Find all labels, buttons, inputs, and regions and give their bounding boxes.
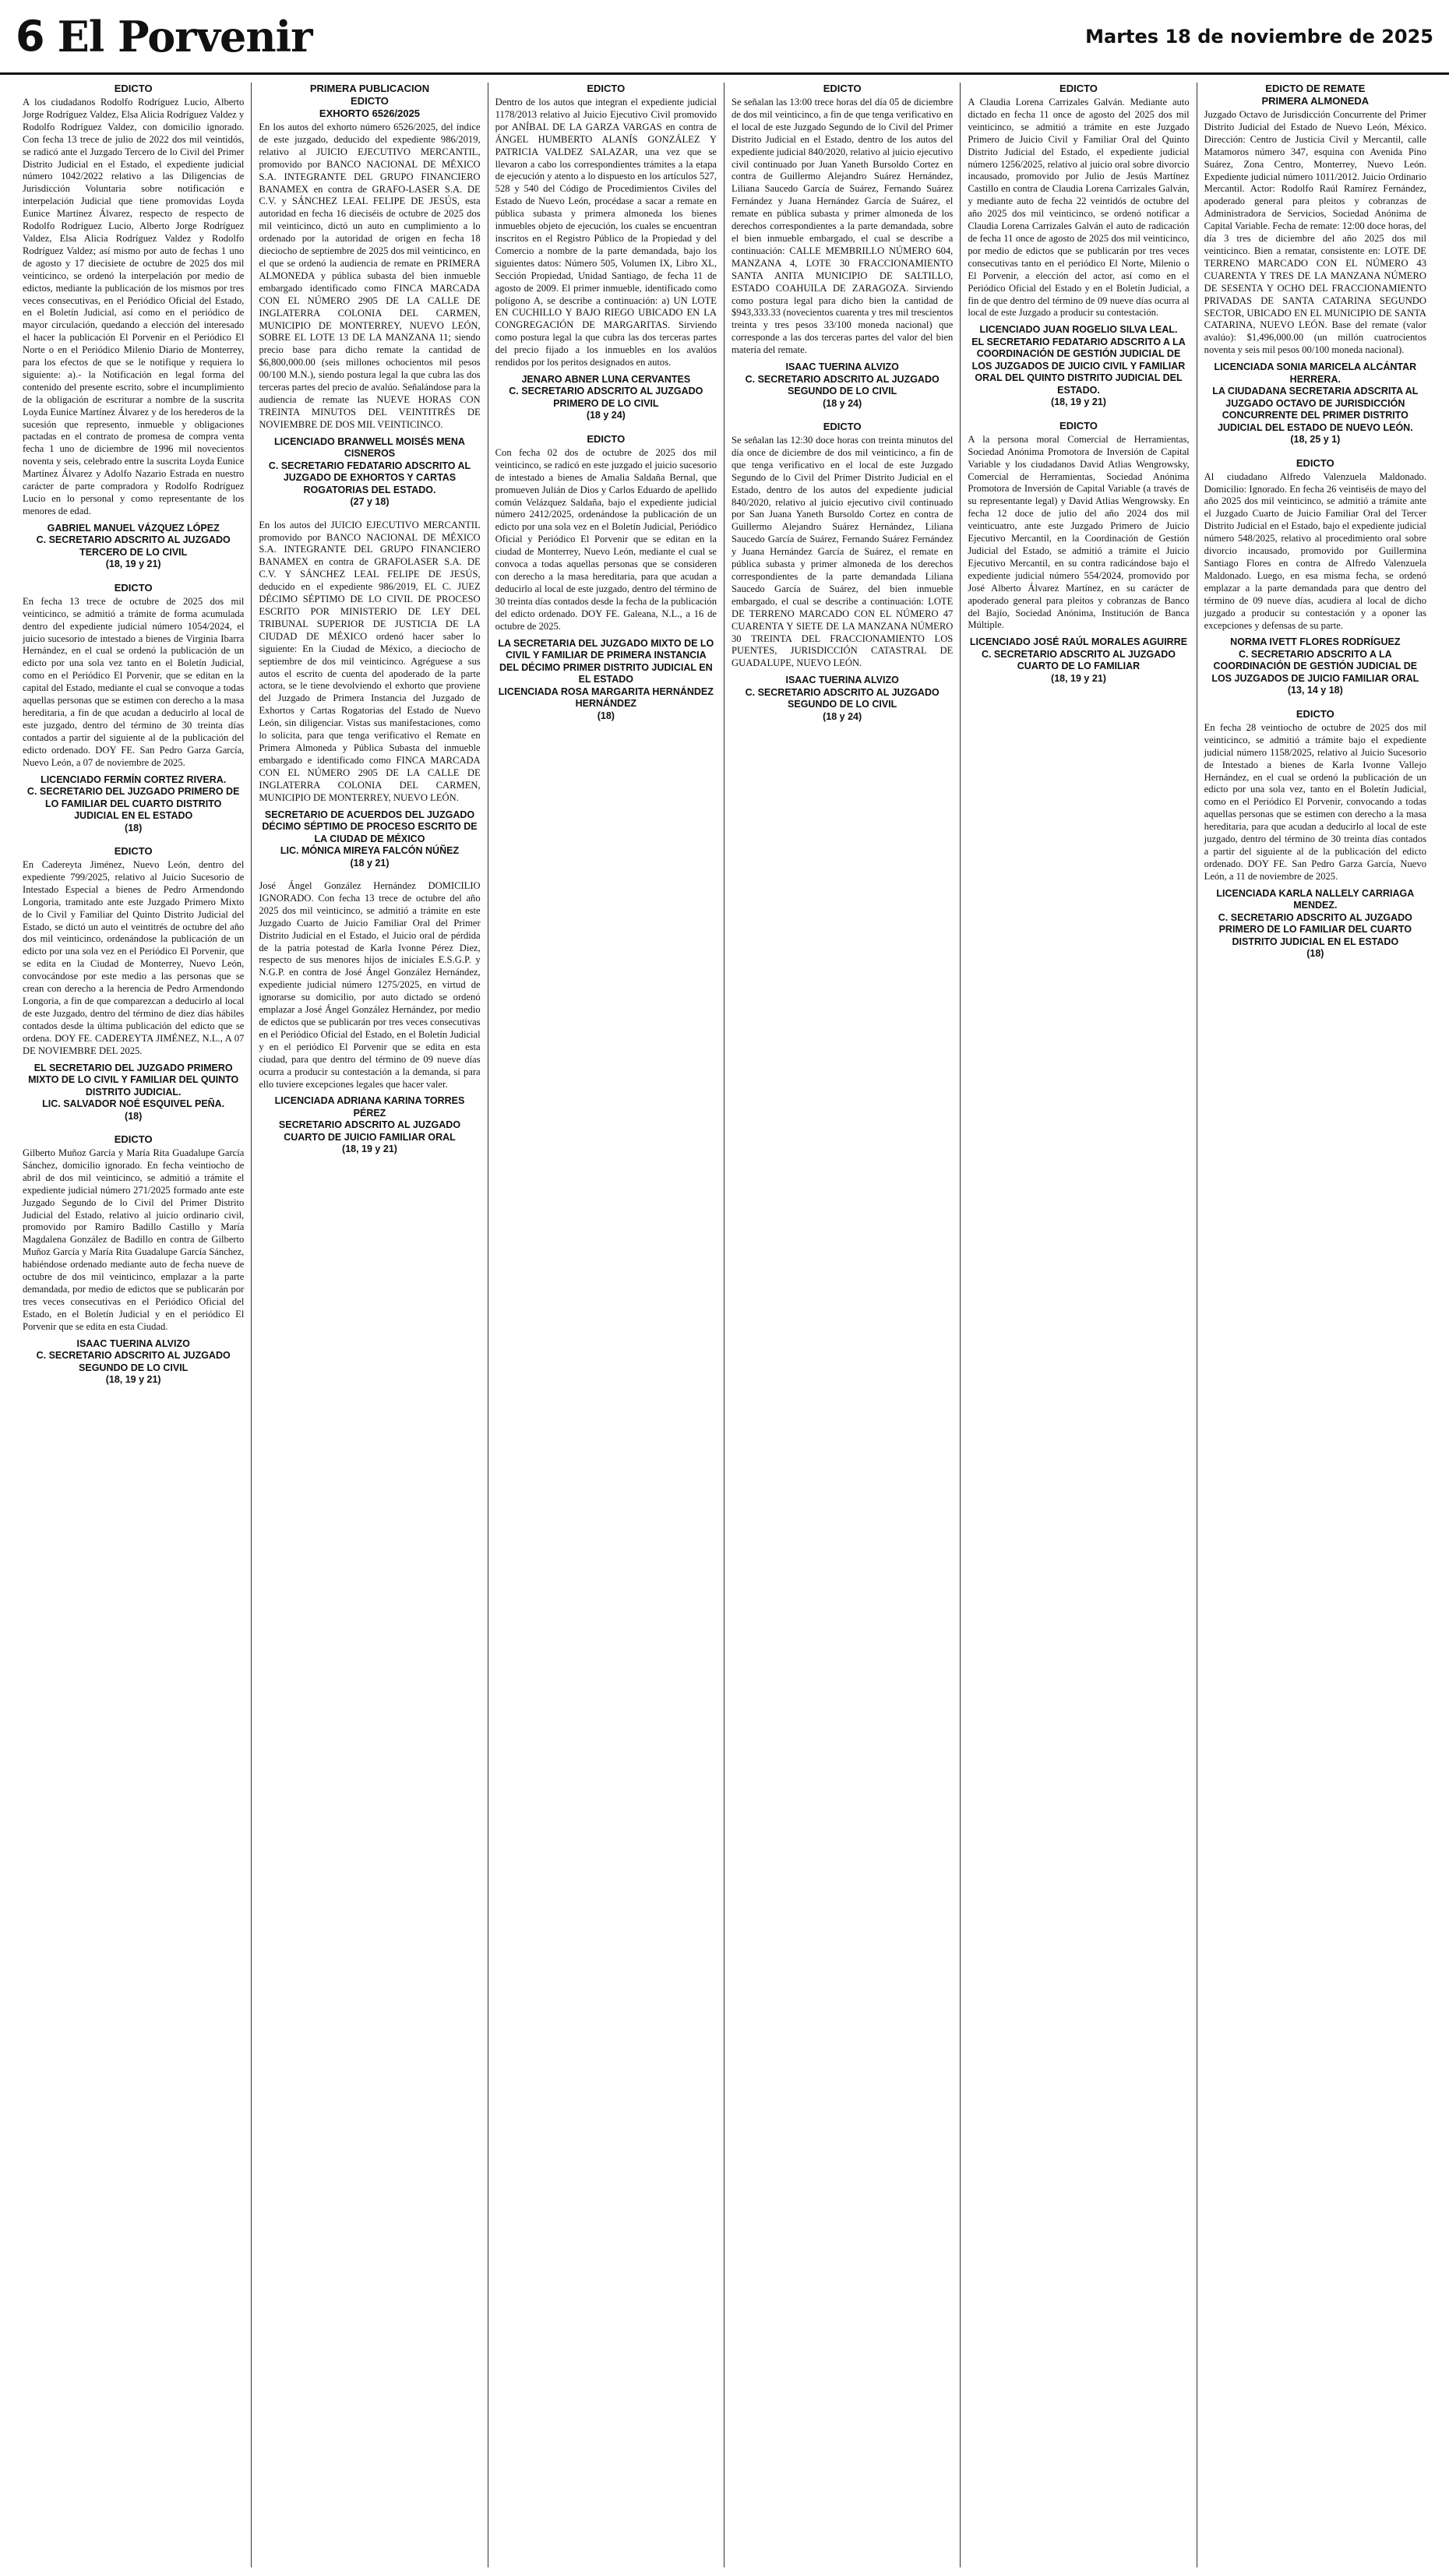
notice-body: Gilberto Muñoz García y María Rita Guadalupe García Sánchez, domicilio ignorado. En fecha veintiocho de abril de dos mil veinticinco, se admitió a trámite el expediente judicial número 271/2025 formado ante este Juzgado Segundo de lo Civil del Primer Distrito Judicial del Estado, relativo al juicio ordinario civil, promovido por Ramiro Badillo Castillo y María Magdalena González de Badillo en contra de Gilberto Muñoz García y María Rita Guadalupe García Sánchez, habiéndose ordenado mediante auto de fecha nueve de octubre de dos mil veinticinco, emplazar a la parte demandada, por medio de edictos que se publicarán por tres veces consecutivas en el Periódico Oficial del Estado, en el Boletín Judicial y en el periódico El Porvenir que se edita en esta Ciudad. <box>23 1147 245 1332</box>
notice-heading: EDICTO <box>1059 83 1098 94</box>
notice-body: En los autos del exhorto número 6526/2025, del índice de este juzgado, deducido del expediente 986/2019, relativo al JUICIO EJECUTIVO MERCANTIL, promovido por BANCO NACIONAL DE MÉXICO S.A. INTEGRANTE DEL GRUPO FINANCIERO BANAMEX en contra de GRAFO-LASER S.A. DE C.V. y SÁNCHEZ LEAL FELIPE DE JESÚS, esta autoridad en fecha 16 dieciséis de octubre de 2025 dos mil veinticinco, dictó un auto en cumplimiento a lo ordenado por la autoridad de origen en fecha 18 dieciocho de septiembre de 2025 dos mil veinticinco, en el que se ordenó la audiencia de remate en PRIMERA ALMONEDA y pública subasta del bien inmueble embargado identificado como FINCA MARCADA CON EL NÚMERO 2905 DE LA CALLE DE INGLATERRA COLONIA DEL CARMEN, MUNICIPIO DE MONTERREY, NUEVO LEÓN, SOBRE EL LOTE 13 DE LA MANZANA 11; siendo precio base para dicho remate la cantidad de $6,800,000.00 (seis millones ochocientos mil pesos 00/100 M.N.), siendo postura legal la que cubra las dos terceras partes del precio de avalúo. Señalándose para la audiencia de remate las NUEVE HORAS CON TREINTA MINUTOS DEL VEINTITRÉS DE NOVIEMBRE DE DOS MIL VEINTICINCO. <box>259 122 481 430</box>
notice-heading: EDICTO <box>823 83 862 94</box>
legal-notice <box>259 520 480 869</box>
publication-dates: (18, 25 y 1) <box>1290 434 1341 446</box>
notice-body: Juzgado Octavo de Jurisdicción Concurrente del Primer Distrito Judicial del Estado de Nuevo León, México. Dirección: Centro de Justicia Civil y Mercantil, calle Matamoros número 347, esquina con Avenida Pino Suárez, Zona Centro, Monterrey, Nuevo León. Expediente judicial número 1011/2012. Juicio Ordinario Mercantil. Actor: Rodolfo Raúl Ramírez Fernández, apoderado general para pleitos y cobranzas de Administradora de Servicios, Sociedad Anónima de Capital Variable. Fecha de remate: 12:00 doce horas, del día 3 tres de diciembre del año 2025 dos mil veinticinco. Bien a rematar, consistente en: LOTE DE TERRENO MARCADO CON EL NÚMERO 43 CUARENTA Y TRES DE LA MANZANA NÚMERO DE SESENTA Y OCHO DEL FRACCIONAMIENTO PRIVADAS DE SANTA CATARINA SEGUNDO SECTOR, UBICADO EN EL MUNICIPIO DE SANTA CATARINA, NUEVO LEÓN. Base del remate (valor avalúo): $1,496,000.00 (un millón cuatrocientos noventa y seis mil pesos 00/100 moneda nacional). <box>1204 109 1426 356</box>
publication-dates: (18, 19 y 21) <box>105 559 161 570</box>
publication-dates: (18, 19 y 21) <box>1051 672 1106 684</box>
page-number: 6 <box>16 11 45 61</box>
notice-heading: EDICTO <box>1059 419 1098 432</box>
notice-body: En los autos del JUICIO EJECUTIVO MERCANTIL promovido por BANCO NACIONAL DE MÉXICO S.A. INTEGRANTE DEL GRUPO FINANCIERO BANAMEX en contra de GRAFOLASER S.A. DE C.V. Y SÁNCHEZ LEAL FELIPE DE JESÚS, deducido en el expediente 986/2019, EL C. JUEZ DÉCIMO SÉPTIMO DE LO CIVIL DE PROCESO ESCRITO POR MINISTERIO DE LEY DEL TRIBUNAL SUPERIOR DE JUSTICIA DE LA CIUDAD DE MÉXICO ordenó hacer saber lo siguiente: En la Ciudad de México, a dieciocho de septiembre de dos mil veinticinco. Agréguese a sus autos el escrito de cuenta del apoderado de la parte actora, se le tiene devolviendo el exhorto que proviene del Juzgado de Primera Instancia del Juzgado de Exhortos y Cartas Rogatorias del Estado de Nuevo León, sin diligenciar. Vistas sus manifestaciones, como lo solicita, para que tenga verificativo el Remate en Primera Almoneda y Pública Subasta del inmueble embargado e identificado como FINCA MARCADA CON EL NÚMERO 2905 DE LA CALLE DE INGLATERRA COLONIA DEL CARMEN, MUNICIPIO DE MONTERREY, NUEVO LEÓN. <box>259 519 481 803</box>
legal-notice <box>259 880 480 1156</box>
publication-dates: (18, 19 y 21) <box>342 1144 397 1155</box>
notice-heading: EDICTO <box>1296 456 1334 469</box>
legal-notice <box>23 83 244 571</box>
notice-signature: JENARO ABNER LUNA CERVANTES C. SECRETARIO ADSCRITO AL JUZGADO PRIMERO DE LO CIVIL <box>509 373 703 409</box>
legal-notice <box>495 433 717 722</box>
notice-signature: LICENCIADA KARLA NALLELY CARRIAGA MENDEZ. C. SECRETARIO ADSCRITO AL JUZGADO PRIMERO DE LO FAMILIAR DEL CUARTO DISTRITO JUDICIAL EN EL ESTADO <box>1216 887 1415 947</box>
notice-heading: EDICTO <box>1296 707 1334 720</box>
notice-signature: LICENCIADA SONIA MARICELA ALCÁNTAR HERRERA. LA CIUDADANA SECRETARIA ADSCRITA AL JUZGADO OCTAVO DE JURISDICCIÓN CONCURRENTE DEL PRIMER DISTRITO JUDICIAL DEL ESTADO DE NUEVO LEÓN. <box>1212 361 1419 433</box>
notice-signature: SECRETARIO DE ACUERDOS DEL JUZGADO DÉCIMO SÉPTIMO DE PROCESO ESCRITO DE LA CIUDAD DE MÉXICO LIC. MÓNICA MIREYA FALCÓN NÚÑEZ <box>262 809 478 856</box>
column-6 <box>1197 83 1433 2567</box>
notice-signature: LICENCIADA ADRIANA KARINA TORRES PÉREZ SECRETARIO ADSCRITO AL JUZGADO CUARTO DE JUICIO FAMILIAR ORAL <box>274 1095 465 1143</box>
notice-body: José Ángel González Hernández DOMICILIO IGNORADO. Con fecha 13 trece de octubre del año 2025 dos mil veinticinco, se admitió a trámite en este Juzgado Cuarto de Juicio Familiar Oral del Primer Distrito Judicial en el Estado, el Juicio oral de pérdida de la patria potestad de Karla Ivonne Pérez Diez, respecto de sus menores hijos de iniciales E.S.G.P. y N.G.P. en contra de José Ángel González Hernández, expediente judicial número 1275/2025, en virtud de ignorarse su domicilio, por auto dictado se ordenó emplazar a José Ángel González Hernández, por medio de edictos que se publicarán por tres veces consecutivas en el Periódico Oficial del Estado, en el Boletín Judicial y en el periódico El Porvenir que se edita en esta ciudad, para que dentro del término de 09 nueve días ocurra a producir su contestación a la demanda, si para ello tuviere excepciones legales que hacer valer. <box>259 880 481 1090</box>
notice-heading: EDICTO <box>823 421 862 433</box>
publication-dates: (27 y 18) <box>350 496 390 508</box>
notice-signature: LICENCIADO FERMÍN CORTEZ RIVERA. C. SECRETARIO DEL JUZGADO PRIMERO DE LO FAMILIAR DEL CUARTO DISTRITO JUDICIAL EN EL ESTADO <box>26 774 240 821</box>
legal-notice <box>23 1133 244 1387</box>
notice-signature: NORMA IVETT FLORES RODRÍGUEZ C. SECRETARIO ADSCRITO A LA COORDINACIÓN DE GESTIÓN JUDICIAL DE LOS JUZGADOS DE JUICIO FAMILIAR ORAL <box>1211 636 1419 684</box>
publication-dates: (18) <box>1306 948 1324 960</box>
notice-heading: EDICTO <box>587 432 626 445</box>
notice-heading: EDICTO <box>114 1133 153 1145</box>
notice-body: En Cadereyta Jiménez, Nuevo León, dentro del expediente 799/2025, relativo al Juicio Sucesorio de Intestado Especial a bienes de Pedro Armendondo Longoria, tramitado ante este Juzgado Primero Mixto de lo Civil y Familiar del Quinto Distrito Judicial del Estado, se dictó un auto el veintitrés de octubre del año dos mil veinticinco, ordenándose la publicación de un edicto por una sola vez en el Periódico El Porvenir, que se edita en la Ciudad de Monterrey, Nuevo León, convocándose por este medio a las personas que se crean con derecho a la herencia de Pedro Armendondo Longoria, a fin de que comparezcan a deducirlo al local de este Juzgado, dentro del término de diez días hábiles contados desde la última publicación del edicto que se ordena. DOY FE. CADEREYTA JIMÉNEZ, N.L., A 07 DE NOVIEMBRE DEL 2025. <box>23 859 245 1056</box>
notice-body: Se señalan las 13:00 trece horas del día 05 de diciembre de dos mil veinticinco, a fin de que tenga verificativo en el local de este Juzgado Segundo de lo Civil del Primer Distrito Judicial en el Estado, dentro de los autos del expediente judicial 840/2020, relativo al juicio ejecutivo civil continuado por Juan Yaneth Bursoldo Cortez en contra de Guillermo Alejandro Suárez Hernández, Liliana Saucedo García de Suárez, Fernando Suárez Fernández y Juana Hernández García de Suárez, el remate en pública subasta y primer almoneda de los derechos correspondientes a la parte demandada, sobre el bien inmueble embargado, el cual se describe a continuación: CALLE MEMBRILLO NÚMERO 604, MANZANA 4, LOTE 30 FRACCIONAMIENTO SANTA ANITA MUNICIPIO DE SALTILLO, ESTADO COAHUILA DE ZARAGOZA. Sirviendo como postura legal para dicho bien la cantidad de $943,333.33 (novecientos cuarenta y tres mil trescientos treinta y tres pesos 33/100 moneda nacional) que corresponde a las dos terceras partes del valor del bien materia del remate. <box>732 97 954 356</box>
legal-notices-columns <box>16 83 1433 2567</box>
notice-signature: LICENCIADO JUAN ROGELIO SILVA LEAL. EL SECRETARIO FEDATARIO ADSCRITO A LA COORDINACIÓN DE GESTIÓN JUDICIAL DE LOS JUZGADOS DE JUICIO CIVIL Y FAMILIAR ORAL DEL QUINTO DISTRITO JUDICIAL DEL ESTADO. <box>971 324 1186 396</box>
publication-dates: (18) <box>125 1110 143 1122</box>
notice-heading: EDICTO <box>114 83 153 94</box>
notice-heading: EDICTO <box>114 581 153 594</box>
notice-body: A Claudia Lorena Carrizales Galván. Mediante auto dictado en fecha 11 once de agosto del 2025 dos mil veinticinco, se admitió a trámite en este Juzgado Primero de Juicio Civil y Familiar Oral del Quinto Distrito Judicial del Estado, el expediente judicial número 1256/2025, relativo al juicio oral sobre divorcio incausado, promovido por Julio de Jesús Martínez Castillo en contra de Claudia Lorena Carrizales Galván, y mediante auto de fecha 22 veintidós de octubre del año 2025 dos mil veinticinco, se ordenó notificar a Claudia Lorena Carrizales Galván el auto de radicación de fecha 11 once de agosto de 2025 dos mil veinticinco, por medio de edictos que se publicarán por tres veces consecutivas tanto en el periódico El Norte, Milenio o El Porvenir, a elección del actor, así como en el Periódico Oficial del Estado y en el Boletín Judicial, a fin de que dentro del término de 09 nueve días ocurra al local de este Juzgado a producir su contestación. <box>968 97 1190 319</box>
notice-signature: ISAAC TUERINA ALVIZO C. SECRETARIO ADSCRITO AL JUZGADO SEGUNDO DE LO CIVIL <box>36 1337 231 1373</box>
newspaper-name: El Porvenir <box>57 11 312 62</box>
notice-body: A la persona moral Comercial de Herramientas, Sociedad Anónima Promotora de Inversión de Capital Variable y los ciudadanos David Atlias Wengrowsky, Comercial de Herramientas, Sociedad Anónima Promotora de Inversión de Capital Variable (a través de su representante legal) y David Atlias Wengrowsky. En fecha 12 doce de julio del año 2024 dos mil veinticuatro, ante este Juzgado Primero de Juicio Ejecutivo Mercantil, en la Coordinación de Gestión Judicial del Estado, se admitió a trámite el Juicio Ejecutivo Mercantil, en su contra radicándose bajo el expediente judicial número 554/2024, promovido por José Alberto Álvarez Martínez, en su carácter de apoderado general para pleitos y cobranzas de Banco del Bajío, Sociedad Anónima, Institución de Banca Múltiple. <box>968 433 1190 631</box>
masthead <box>0 0 1449 75</box>
legal-notice <box>23 582 244 834</box>
legal-notice <box>1204 457 1426 697</box>
publication-dates: (18) <box>597 710 615 721</box>
publication-dates: (13, 14 y 18) <box>1287 685 1343 696</box>
publication-dates: (18, 19 y 21) <box>105 1374 161 1386</box>
notice-heading: EDICTO DE REMATE PRIMERA ALMONEDA <box>1261 83 1370 107</box>
legal-notice <box>23 845 244 1122</box>
publication-dates: (18) <box>125 822 143 833</box>
legal-notice <box>259 83 480 509</box>
legal-notice <box>968 83 1189 409</box>
notice-body: Al ciudadano Alfredo Valenzuela Maldonado. Domicilio: Ignorado. En fecha 26 veintiséis de mayo del año 2025 dos mil veinticinco, se admitió a trámite ante el Juzgado Cuarto de Juicio Familiar Oral del Tercer Distrito Judicial en el Estado, bajo el expediente judicial número 548/2025, relativo al procedimiento oral sobre divorcio incausado, promovido por Guillermina Santiago Flores en contra de Alfredo Valenzuela Maldonado. Luego, en esa misma fecha, se ordenó emplazar a la parte demandada para que dentro del término de 09 nueve días, acudiera al local de dicho juzgado a producir su contestación y a oponer las excepciones y defensas de su parte. <box>1204 470 1426 631</box>
column-5 <box>961 83 1197 2567</box>
notice-heading: PRIMERA PUBLICACION EDICTO EXHORTO 6526/2025 <box>309 83 430 119</box>
publication-dates: (18 y 21) <box>350 857 390 869</box>
notice-signature: ISAAC TUERINA ALVIZO C. SECRETARIO ADSCRITO AL JUZGADO SEGUNDO DE LO CIVIL <box>745 361 940 397</box>
legal-notice <box>495 83 717 422</box>
notice-signature: LA SECRETARIA DEL JUZGADO MIXTO DE LO CIVIL Y FAMILIAR DE PRIMERA INSTANCIA DEL DÉCIMO PRIMER DISTRITO JUDICIAL EN EL ESTADO LICENCIADA ROSA MARGARITA HERNÁNDEZ HERNÁNDEZ <box>498 637 714 710</box>
issue-date: Martes 18 de noviembre de 2025 <box>1085 25 1433 48</box>
legal-notice <box>1204 708 1426 960</box>
notice-body: En fecha 13 trece de octubre de 2025 dos mil veinticinco, se admitió a trámite de forma acumulada dentro del expediente judicial número 1054/2024, el juicio sucesorio de intestado a bienes de Virginia Ibarra Hernández, en el cual se ordenó la publicación de un edicto por una sola vez tanto en el Boletín Judicial, como en el Periódico El Porvenir, que se editan en la capital del Estado, mediante el cual se convoque a todas aquellas personas que se estimen con derecho a la masa hereditaria, a fin de que acudan a deducirlo al local de este juzgado, dentro del término de 30 treinta días contados a partir del siguiente al de la publicación del edicto ordenado. DOY FE. San Pedro Garza García, Nuevo León, a 07 de noviembre de 2025. <box>23 595 245 768</box>
legal-notice <box>1204 83 1426 446</box>
notice-signature: ISAAC TUERINA ALVIZO C. SECRETARIO ADSCRITO AL JUZGADO SEGUNDO DE LO CIVIL <box>745 675 940 710</box>
notice-signature: EL SECRETARIO DEL JUZGADO PRIMERO MIXTO DE LO CIVIL Y FAMILIAR DEL QUINTO DISTRITO JUDICIAL. LIC. SALVADOR NOÉ ESQUIVEL PEÑA. <box>28 1062 239 1109</box>
column-4 <box>724 83 961 2567</box>
notice-signature: LICENCIADO JOSÉ RAÚL MORALES AGUIRRE C. SECRETARIO ADSCRITO AL JUZGADO CUARTO DE LO FAMILIAR <box>969 636 1188 672</box>
column-2 <box>252 83 488 2567</box>
publication-dates: (18, 19 y 21) <box>1051 396 1106 408</box>
notice-signature: GABRIEL MANUEL VÁZQUEZ LÓPEZ C. SECRETARIO ADSCRITO AL JUZGADO TERCERO DE LO CIVIL <box>36 522 231 558</box>
publication-dates: (18 y 24) <box>586 410 626 421</box>
legal-notice <box>968 420 1189 685</box>
notice-body: Con fecha 02 dos de octubre de 2025 dos mil veinticinco, se radicó en este juzgado el juicio sucesorio de intestado a bienes de Amalia Saldaña Bernal, que promueven Julián de Dios y Carlos Eduardo de apellido común Velázquez Saldaña, bajo el expediente judicial número 2412/2025, ordenándose la publicación de un edicto por una sola vez en el Boletín Judicial, Periódico Oficial y Periódico El Porvenir que se editan en la ciudad de Monterrey, Nuevo León, mediante el cual se convoca a todas aquellas personas que se consideren con derecho a la masa hereditaria, para que acudan a deducirlo al local de este juzgado, dentro del término de 30 treinta días contados desde la fecha de la publicación del edicto ordenado. DOY FE. Galeana, N.L., a 16 de octubre de 2025. <box>495 446 717 632</box>
publication-dates: (18 y 24) <box>823 397 862 409</box>
notice-body: Se señalan las 12:30 doce horas con treinta minutos del día once de diciembre de dos mil veinticinco, a fin de que tenga verificativo en el local de este Juzgado Segundo de lo Civil del Primer Distrito Judicial en el Estado, dentro de los autos del expediente judicial 840/2020, relativo al juicio ejecutivo civil continuado por San Juana Yaneth Bursoldo Cortez en contra de Guillermo Alejandro Suárez Hernández, Liliana Saucedo García de Suárez, Fernando Suárez Fernández y Juana Hernández García de Suárez, el remate en pública subasta y primer almoneda de los derechos correspondientes de la parte demandada Liliana Saucedo García de Suárez, del bien inmueble embargado, el cual se describe a continuación: LOTE DE TERRENO MARCADO CON EL NÚMERO 47 CUARENTA Y SIETE DE LA MANZANA NÚMERO 30 TREINTA DEL FRACCIONAMIENTO LOS PUENTES, JURISDICCIÓN CATASTRAL DE GUADALUPE, NUEVO LEÓN. <box>732 435 954 669</box>
notice-body: Dentro de los autos que integran el expediente judicial 1178/2013 relativo al Juicio Ejecutivo Civil promovido por ANÍBAL DE LA GARZA VARGAS en contra de ÁNGEL HUMBERTO ALANÍS GONZÁLEZ Y PATRICIA VALDEZ SALAZAR, una vez que se llevaron a cabo los correspondientes trámites a la etapa de ejecución y atento a lo dispuesto en los artículos 527, 528 y 540 del Código de Procedimientos Civiles del Estado de Nuevo León, procédase a sacar a remate en pública subasta y primera almoneda los bienes inmuebles objeto de ejecución, los cuales se encuentran inscritos en el Registro Público de la Propiedad y del Comercio a nombre de la parte demandada, bajo los siguientes datos: Número 505, Volumen IX, Libro XL, Sección Propiedad, Unidad Santiago, de fecha 11 de agosto de 2009. El primer inmueble, identificado como polígono A, se describe a continuación: a) UN LOTE EN CUCHILLO Y BAJO RIEGO UBICADO EN LA CONGREGACIÓN DE MARGARITAS. Sirviendo como postura legal la que cubra las dos terceras partes del precio fijado a los inmuebles en los avalúos rendidos por los peritos designados en autos. <box>495 97 717 368</box>
column-3 <box>488 83 724 2567</box>
publication-dates: (18 y 24) <box>823 710 862 722</box>
notice-heading: EDICTO <box>114 845 153 857</box>
legal-notice <box>732 83 953 410</box>
legal-notice <box>732 421 953 723</box>
notice-heading: EDICTO <box>587 83 626 94</box>
column-1 <box>16 83 252 2567</box>
notice-signature: LICENCIADO BRANWELL MOISÉS MENA CISNEROS C. SECRETARIO FEDATARIO ADSCRITO AL JUZGADO DE EXHORTOS Y CARTAS ROGATORIAS DEL ESTADO. <box>268 435 471 495</box>
notice-body: A los ciudadanos Rodolfo Rodríguez Lucio, Alberto Jorge Rodríguez Valdez, Elsa Alicia Rodríguez Valdez y Rodolfo Rodríguez Valdez, con domicilio ignorado. Con fecha 13 trece de julio de 2022 dos mil veintidós, se radicó ante el Juzgado Tercero de lo Civil del Primer Distrito Judicial en el Estado, el expediente judicial número 1042/2022 relativo a las Diligencias de Jurisdicción Voluntaria sobre notificación e interpelación Judicial que tiene promovidas Loyda Eunice Martínez Álvarez, respecto de respecto de Rodolfo Rodríguez Lucio, Alberto Jorge Rodríguez Valdez, Elsa Alicia Rodríguez Valdez y Rodolfo Rodríguez Valdez; así mismo por auto de fechas 1 uno de agosto y 17 diecisiete de octubre de 2025 dos mil veinticinco, se ordenó la interpelación por medio de edictos, mediante la publicación de los mismos por tres veces consecutivas, en el Periódico Oficial del Estado, en el Boletín Judicial, así como en el periódico de mayor circulación, quedando a elección del interesado el hacer la publicación El Porvenir en el Periódico El Norte o en el Periódico Milenio Diario de Monterrey, para los efectos de que se le notifique y requiera lo siguiente: a).- la Notificación en legal forma del contenido del presente escrito, sobre el incumplimiento de la obligación de escriturar a nombre de la suscrita Loyda Eunice Martínez Álvarez y de los herederos de la sucesión que represento, inmueble y obligaciones pactadas en el contrato de promesa de compra venta fecha 1 uno de diciembre de 1996 mil novecientos noventa y seis, celebrado entre la suscrita Loyda Eunice Martínez Álvarez y Adolfo Nazario Estrada en nuestro carácter de parte compradora y Rodolfo Rodríguez Lucio en lo personal y como representante de los menores de edad. <box>23 97 245 516</box>
notice-body: En fecha 28 veintiocho de octubre de 2025 dos mil veinticinco, se admitió a trámite bajo el expediente judicial número 1158/2025, relativo al Juicio Sucesorio de Intestado a bienes de Karla Ivonne Vallejo Hernández, en el cual se ordenó la publicación de un edicto por una sola vez, tanto en el Boletín Judicial, como en el Periódico El Porvenir, convocando a todas aquellas personas que se estimen con derecho a la masa hereditaria, para que acudan a deducirlo al local de este juzgado, dentro del término de 30 treinta días contados a partir del siguiente al de la publicación del edicto ordenado. DOY FE. San Pedro Garza García, Nuevo León, a 11 de noviembre de 2025. <box>1204 721 1426 882</box>
